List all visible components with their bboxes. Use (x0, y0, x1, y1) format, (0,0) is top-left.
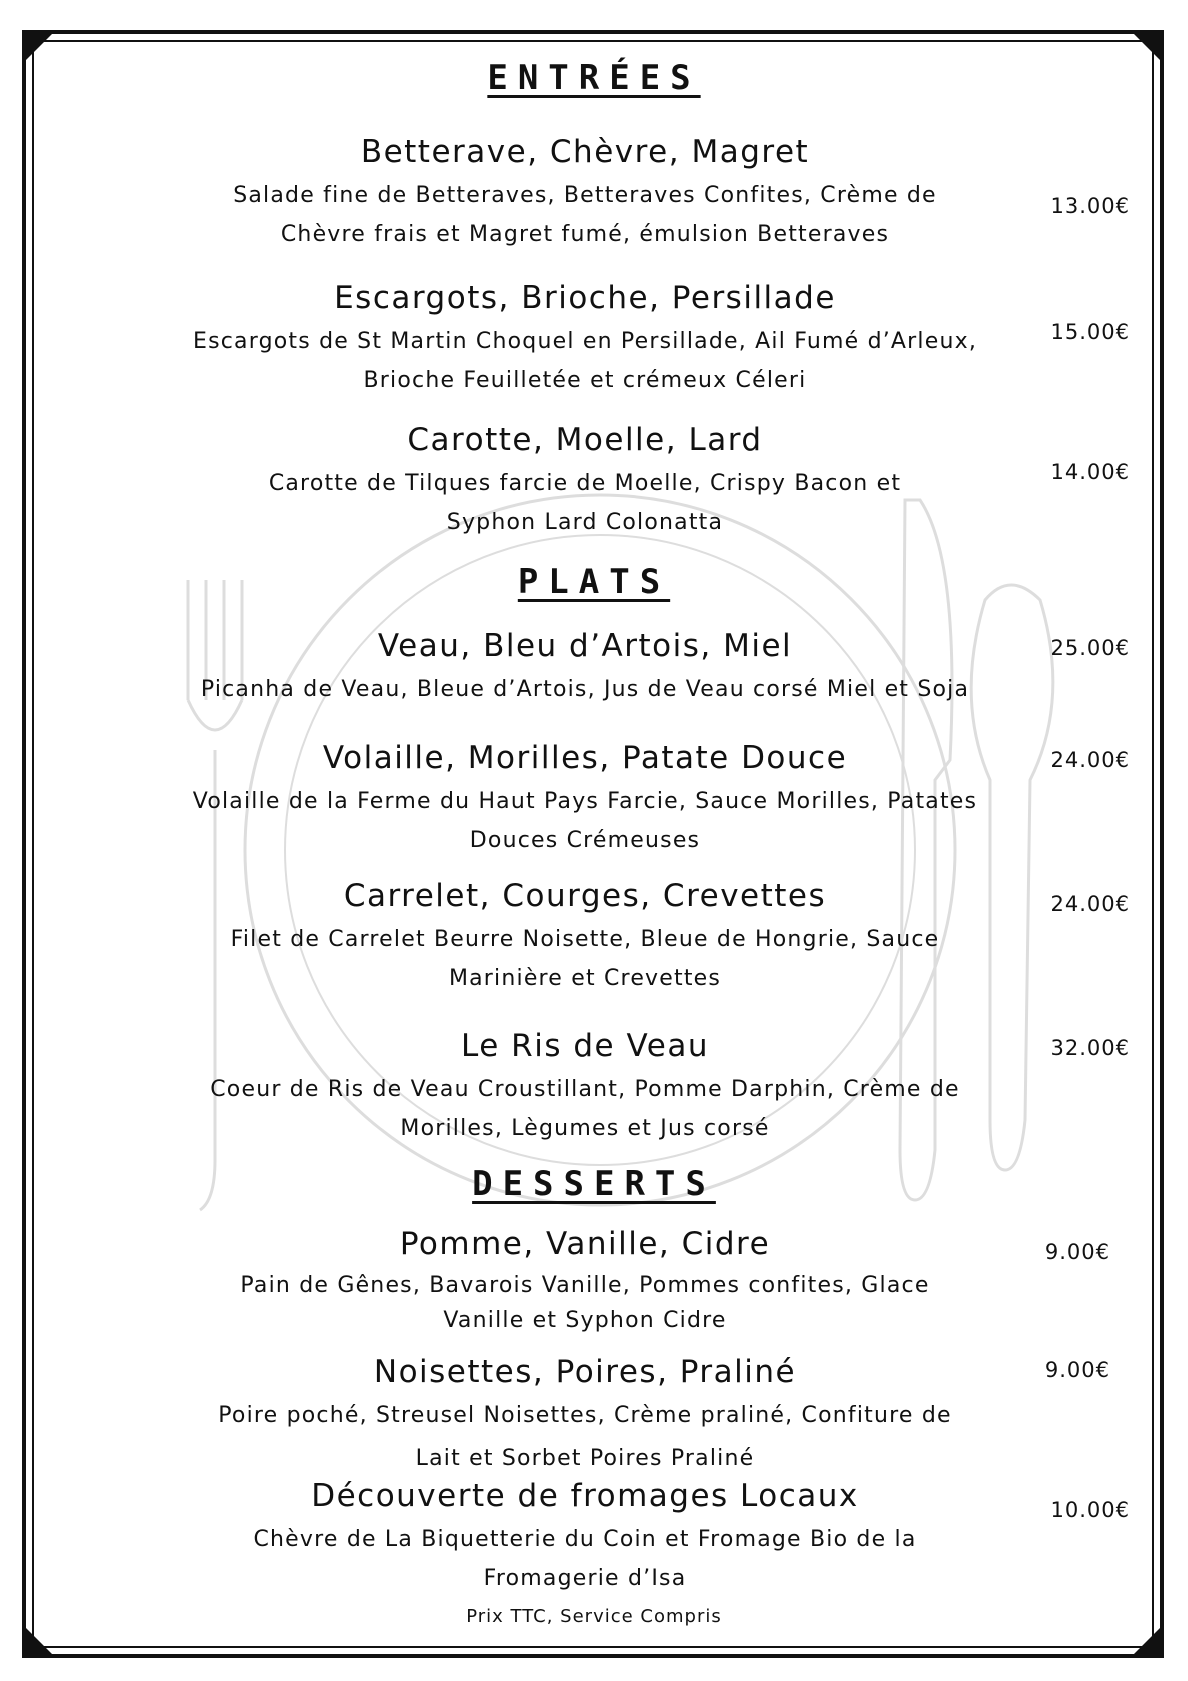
dish-description-line: Volaille de la Ferme du Haut Pays Farcie, Sauce Morilles, Patates (192, 789, 978, 814)
dish-description-line: Pain de Gênes, Bavarois Vanille, Pommes confites, Glace (240, 1273, 930, 1298)
dish-description-line: Salade fine de Betteraves, Betteraves Confites, Crème de (233, 183, 937, 208)
dish-price: 9.00€ (1044, 1358, 1110, 1382)
dish-price: 15.00€ (1050, 320, 1130, 344)
menu-item (150, 1224, 1020, 1338)
section-title-plats: PLATS (517, 562, 671, 602)
dish-description-line: Syphon Lard Colonatta (446, 510, 724, 535)
dish-price: 24.00€ (1050, 748, 1130, 772)
dish-price: 32.00€ (1050, 1036, 1130, 1060)
dish-description-line: Chèvre de La Biquetterie du Coin et Fromage Bio de la (253, 1527, 917, 1552)
section-title-desserts: DESSERTS (472, 1164, 716, 1204)
dish-description-line: Morilles, Lègumes et Jus corsé (400, 1116, 770, 1141)
dish-name: Escargots, Brioche, Persillade (334, 280, 836, 316)
dish-description-line: Fromagerie d’Isa (483, 1566, 687, 1591)
dish-description-line: Chèvre frais et Magret fumé, émulsion Betteraves (280, 222, 890, 247)
dish-price: 9.00€ (1044, 1240, 1110, 1264)
menu-item (150, 1352, 1020, 1478)
dish-name: Carrelet, Courges, Crevettes (343, 878, 827, 914)
dish-description-line: Poire poché, Streusel Noisettes, Crème praliné, Confiture de (218, 1403, 952, 1428)
dish-description-line: Douces Crémeuses (469, 828, 701, 853)
menu-item (150, 626, 1020, 709)
dish-price: 13.00€ (1050, 194, 1130, 218)
dish-price: 10.00€ (1050, 1498, 1130, 1522)
dish-name: Betterave, Chèvre, Magret (360, 134, 810, 170)
dish-description-line: Marinière et Crevettes (448, 966, 722, 991)
dish-name: Le Ris de Veau (461, 1028, 709, 1064)
menu-item (150, 278, 1020, 400)
dish-description-line: Escargots de St Martin Choquel en Persillade, Ail Fumé d’Arleux, (192, 329, 978, 354)
dish-description-line: Coeur de Ris de Veau Croustillant, Pomme Darphin, Crème de (210, 1077, 960, 1102)
dish-name: Volaille, Morilles, Patate Douce (322, 740, 848, 776)
dish-price: 25.00€ (1050, 636, 1130, 660)
menu-item (150, 1026, 1020, 1148)
menu-item (150, 132, 1020, 254)
dish-price: 14.00€ (1050, 460, 1130, 484)
menu-item (150, 420, 1020, 542)
dish-description-line: Carotte de Tilques farcie de Moelle, Crispy Bacon et (268, 471, 902, 496)
footer-note: Prix TTC, Service Compris (466, 1606, 722, 1627)
dish-name: Pomme, Vanille, Cidre (399, 1226, 771, 1262)
dish-description-line: Brioche Feuilletée et crémeux Céleri (363, 368, 807, 393)
dish-description-line: Vanille et Syphon Cidre (443, 1308, 727, 1333)
section-title-entrees: ENTRÉES (487, 58, 701, 98)
dish-name: Veau, Bleu d’Artois, Miel (377, 628, 793, 664)
dish-name: Noisettes, Poires, Praliné (373, 1354, 797, 1390)
menu-item (150, 738, 1020, 860)
menu-item (150, 1476, 1020, 1598)
menu-item (150, 876, 1020, 998)
dish-description-line: Picanha de Veau, Bleue d’Artois, Jus de Veau corsé Miel et Soja (200, 677, 970, 702)
corner-ornament-bottom-right (1130, 1624, 1164, 1658)
dish-description-line: Lait et Sorbet Poires Praliné (415, 1446, 755, 1471)
corner-ornament-bottom-left (22, 1624, 56, 1658)
dish-name: Carotte, Moelle, Lard (407, 422, 763, 458)
dish-name: Découverte de fromages Locaux (311, 1478, 859, 1514)
dish-description-line: Filet de Carrelet Beurre Noisette, Bleue de Hongrie, Sauce (230, 927, 940, 952)
dish-price: 24.00€ (1050, 892, 1130, 916)
